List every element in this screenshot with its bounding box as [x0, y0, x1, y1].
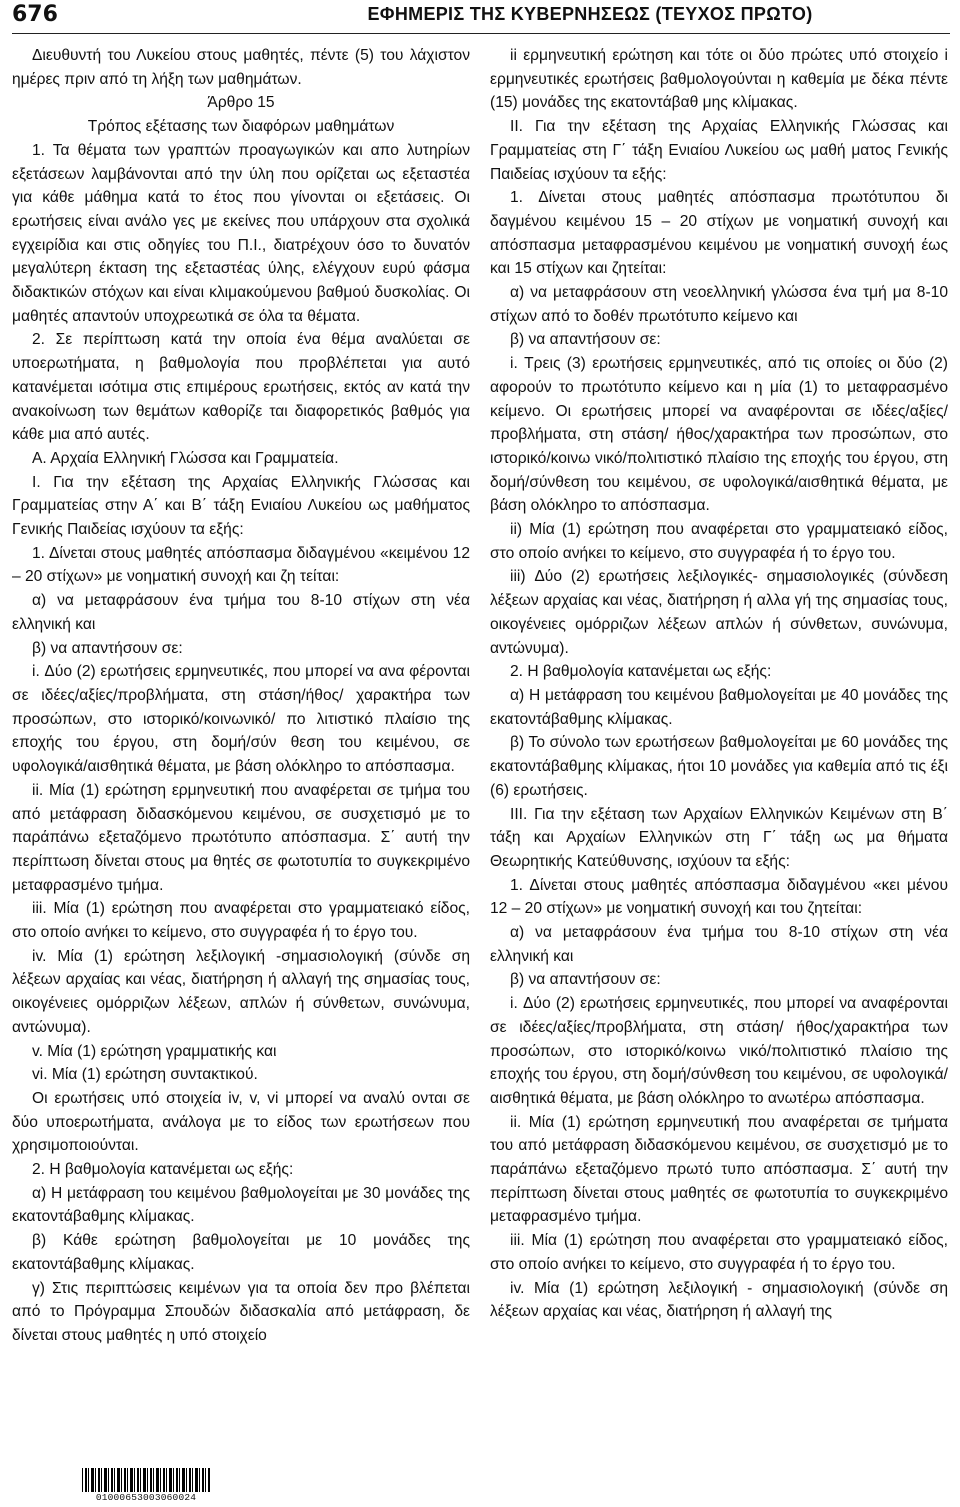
section-heading: Α. Αρχαία Ελληνική Γλώσσα και Γραμματεία. [32, 449, 339, 467]
paragraph: v. Μία (1) ερώτηση γραμματικής και [32, 1042, 277, 1060]
paragraph: iv. Μία (1) ερώτηση λεξιλογική - σημασιολογική (σύνδε ση λέξεων αρχαίας και νέας, διατήρηση ή αλλαγή της [490, 1279, 948, 1321]
barcode-bars [82, 1468, 210, 1492]
paragraph: α) να μεταφράσουν ένα τμήμα του 8-10 στίχων στη νέα ελληνική και [490, 924, 948, 965]
paragraph: i. Δύο (2) ερωτήσεις ερμηνευτικές, που μπορεί να ανα φέρονται σε ιδέες/αξίες/προβλήματα, στη στάση/ήθος/ χαρακτήρα των προσώπων, στο ιστορικό/κοινωνικό/ πο λιτιστικό πλαίσιο της εποχής του έργου, στη δομή/σύν θεση του κειμένου, σε υφολογικά/αισθητικά θέματα, με βάση ολόκληρο το απόσπασμα. [12, 663, 470, 776]
journal-title: ΕΦΗΜΕΡΙΣ ΤΗΣ ΚΥΒΕΡΝΗΣΕΩΣ (ΤΕΥΧΟΣ ΠΡΩΤΟ) [367, 4, 813, 24]
paragraph: 1. Τα θέματα των γραπτών προαγωγικών και απο λυτηρίων εξετάσεων λαμβάνονται από την ύλη που ορίζεται ως εξεταστέα για κάθε μάθημα κατά το έτος που γίνονται οι εξετάσεις. Οι ερωτήσεις είναι ανάλο γες με εκείνες που υπάρχουν στα σχολικά εγχειρίδια και στις οδηγίες του Π.Ι., διατρέχουν όσο το δυνατόν μεγαλύτερη έκταση της εξεταστέας ύλης, ελέγχουν ευρύ φάσμα διδακτικών στόχων και είναι κλιμακούμενου βαθμού δυσκολίας. Οι μαθητές απαντούν υποχρεωτικά σε όλα τα θέματα. [12, 141, 470, 325]
barcode [82, 1468, 210, 1504]
paragraph: 1. Δίνεται στους μαθητές απόσπασμα διδαγμένου «κει μένου 12 – 20 στίχων» με νοηματική συνοχή και του ζητείται: [490, 876, 948, 918]
paragraph: iii. Μία (1) ερώτηση που αναφέρεται στο γραμματειακό είδος, στο οποίο ανήκει το κείμενο, στο συγγραφέα ή το έργο του. [12, 900, 470, 942]
paragraph: vi. Μία (1) ερώτηση συντακτικού. [32, 1066, 258, 1084]
paragraph: ii) Μία (1) ερώτηση που αναφέρεται στο γραμματειακό είδος, στο οποίο ανήκει το κείμενο, στο συγγραφέα ή το έργο του. [490, 521, 948, 562]
left-column [12, 44, 470, 1348]
page-header [0, 0, 960, 36]
paragraph: α) Η μετάφραση του κειμένου βαθμολογείται με 40 μονάδες της εκατοντάβαθμης κλίμακας. [490, 686, 948, 728]
paragraph: β) να απαντήσουν σε: [32, 639, 183, 657]
paragraph: 1. Δίνεται στους μαθητές απόσπασμα πρωτότυπου δι δαγμένου κειμένου 15 – 20 στίχων με νοηματική συνοχή και απόσπασμα μεταφρασμένου κειμένου με νοηματική συνοχή έως και 15 στίχων και ζητείται: [490, 189, 948, 278]
paragraph: ii. Μία (1) ερώτηση ερμηνευτική που αναφέρεται σε τμήμα του από μετάφραση διδασκόμενου κειμένου, σε συσχετισμό με το παράπάνω εξεταζόμενο πρωτότυπο απόσπασμα. Σ΄ αυτή την περίπτωση δίνεται στους μα θητές σε φωτοτυπία το συγκεκριμένο μεταφρασμένο τμήμα. [12, 781, 470, 894]
header-rule [12, 33, 950, 34]
article-heading: Άρθρο 15 [207, 94, 275, 112]
paragraph: 2. Η βαθμολογία κατανέμεται ως εξής: [32, 1161, 294, 1179]
paragraph: α) να μεταφράσουν στη νεοελληνική γλώσσα ένα τμή μα 8-10 στίχων από το δοθέν πρωτότυπο κείμενο και [490, 284, 948, 325]
paragraph: i. Τρεις (3) ερωτήσεις ερμηνευτικές, από τις οποίες οι δύο (2) αφορούν το πρωτότυπο κείμενο και η μία (1) το μεταφρασμένο κείμενο. Οι ερωτήσεις μπορεί να αναφέρονται σε ιδέες/αξίες/προβλήματα, στη στάση/ ήθος/χαρακτήρα των προσώπων, στο ιστορικό/κοινω νικό/πολιτιστικό πλαίσιο της εποχής του έργου, στη δομή/σύνθεση του κειμένου, σε υφολογικά/αισθητικά θέματα, με βάση ολόκληρο το απόσπασμα. [490, 355, 948, 515]
paragraph: iii) Δύο (2) ερωτήσεις λεξιλογικές- σημασιολογικές (σύνδεση λέξεων αρχαίας και νέας, διατήρηση ή αλλα γή της σημασίας τους, οικογένειες ομόρριζων λέξεων απλών ή σύνθετων, συνώνυμα, αντώνυμα). [490, 568, 948, 657]
paragraph: ΙΙΙ. Για την εξέταση των Αρχαίων Ελληνικών Κειμένων στη Β΄ τάξη και Αρχαίων Ελληνικών στη Γ΄ τάξη ως μα θήματα Θεωρητικής Κατεύθυνσης, ισχύουν τα εξής: [490, 805, 948, 870]
paragraph: β) Κάθε ερώτηση βαθμολογείται με 10 μονάδες της εκατοντάβαθμης κλίμακας. [12, 1232, 470, 1273]
paragraph: ΙΙ. Για την εξέταση της Αρχαίας Ελληνικής Γλώσσας και Γραμματείας στη Γ΄ τάξη Ενιαίου Λυκείου ως μαθή ματος Γενικής Παιδείας ισχύουν τα εξής: [490, 118, 948, 183]
right-column [490, 44, 948, 1324]
paragraph: i. Δύο (2) ερωτήσεις ερμηνευτικές, που μπορεί να αναφέρονται σε ιδέες/αξίες/προβλήματα, στη στάση/ ήθος/χαρακτήρα των προσώπων, στο ιστορικό/κοινω νικό/πολιτιστικό πλαίσιο της εποχής του έργου, στη δομή/σύνθεση του κειμένου, σε υφολογικά/αισθητικά θέματα, με βάση ολόκληρο το ανωτέρω απόσπασμα. [490, 995, 948, 1107]
page-number: 676 [12, 2, 58, 27]
paragraph: β) να απαντήσουν σε: [510, 971, 661, 989]
paragraph: Ι. Για την εξέταση της Αρχαίας Ελληνικής Γλώσσας και Γραμματείας στην Α΄ και Β΄ τάξη Ενιαίου Λυκείου ως μαθήματος Γενικής Παιδείας ισχύουν τα εξής: [12, 473, 470, 539]
paragraph: iv. Μία (1) ερώτηση λεξιλογική -σημασιολογική (σύνδε ση λέξεων αρχαίας και νέας, διατήρηση ή αλλαγή της σημασίας τους, οικογένειες ομόρριζων λέξεων, απλών ή σύνθετων, συνώνυμα, αντώνυμα). [12, 947, 470, 1036]
paragraph: γ) Στις περιπτώσεις κειμένων για τα οποία δεν προ βλέπεται από το Πρόγραμμα Σπουδών διδασκαλία από μετάφραση, δε δίνεται στους μαθητές η υπό στοιχείο [12, 1279, 470, 1344]
paragraph: ii ερμηνευτική ερώτηση και τότε οι δύο πρώτες υπό στοιχείο i ερμηνευτικές ερωτήσεις βαθμολογούνται η καθεμία με δέκα πέντε (15) μονάδες της εκατοντάβαθ μης κλίμακας. [490, 47, 948, 112]
paragraph: α) να μεταφράσουν ένα τμήμα του 8-10 στίχων στη νέα ελληνική και [12, 592, 470, 633]
paragraph: β) να απαντήσουν σε: [510, 331, 661, 349]
paragraph: iii. Μία (1) ερώτηση που αναφέρεται στο γραμματειακό είδος, στο οποίο ανήκει το κείμενο, στο συγγραφέα ή το έργο του. [490, 1232, 948, 1273]
paragraph: Διευθυντή του Λυκείου στους μαθητές, πέντε (5) του λάχιστον ημέρες πριν από τη λήξη των μαθημάτων. [12, 47, 470, 88]
paragraph: α) Η μετάφραση του κειμένου βαθμολογείται με 30 μονάδες της εκατοντάβαθμης κλίμακας. [12, 1184, 470, 1226]
barcode-number: 01000653003060024 [95, 1492, 197, 1503]
paragraph: ii. Μία (1) ερώτηση ερμηνευτική που αναφέρεται σε τμήματα του από μετάφραση διδασκόμενου κειμένου, σε συσχετισμό με το παράπάνω εξεταζόμενο πρωτό τυπο απόσπασμα. Σ΄ αυτή την περίπτωση δίνεται στους μαθητές σε φωτοτυπία το συγκεκριμένο μεταφρασμένο τμήμα. [490, 1113, 948, 1226]
paragraph: 2. Η βαθμολογία κατανέμεται ως εξής: [510, 663, 772, 681]
paragraph: 2. Σε περίπτωση κατά την οποία ένα θέμα αναλύεται σε υποερωτήματα, η βαθμολογία που προβλέπεται για αυτό κατανέμεται ισότιμα στις επιμέρους ερωτήσεις, εκτός αν κατά την ανακοίνωση των θεμάτων καθορίζε ται διαφορετικός βαθμός για κάθε μια από αυτές. [12, 331, 470, 444]
paragraph: 1. Δίνεται στους μαθητές απόσπασμα διδαγμένου «κειμένου 12 – 20 στίχων» με νοηματική συνοχή και ζη τείται: [12, 544, 470, 586]
paragraph: Οι ερωτήσεις υπό στοιχεία iv, v, vi μπορεί να αναλύ ονται σε δύο υποερωτήματα, ανάλογα με το είδος των ερωτήσεων που χρησιμοποιούνται. [12, 1089, 470, 1155]
paragraph: β) Το σύνολο των ερωτήσεων βαθμολογείται με 60 μονάδες της εκατοντάβαθμης κλίμακας, ήτοι 10 μονάδες για καθεμία από τις έξι (6) ερωτήσεις. [490, 734, 948, 799]
article-subtitle: Τρόπος εξέτασης των διαφόρων μαθημάτων [87, 118, 395, 136]
